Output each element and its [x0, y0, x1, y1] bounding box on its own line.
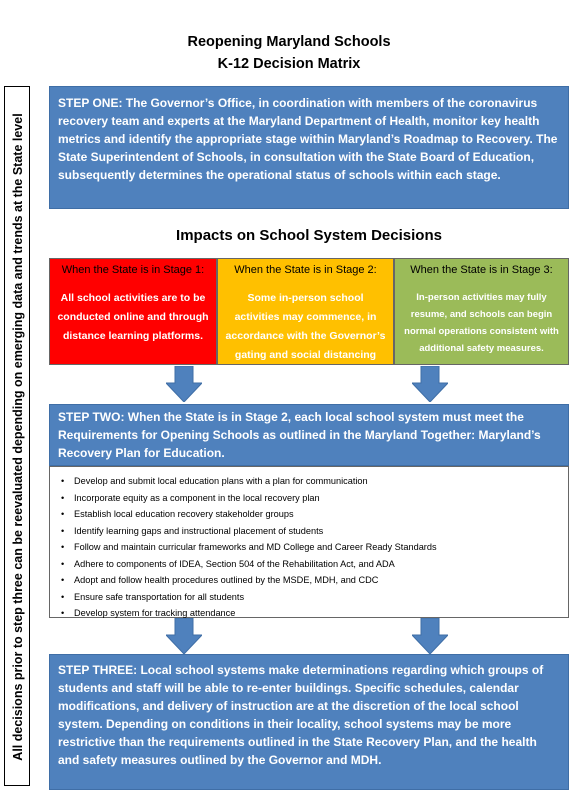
list-item: • Identify learning gaps and instructional placement of students — [50, 523, 568, 540]
stage-1-body: All school activities are to be conducted online and through distance learning platforms. — [57, 292, 209, 342]
stage-2-body: Some in-person school activities may commence, in accordance with the Governor’s gating and social distancing measures. — [225, 292, 386, 380]
list-item: • Incorporate equity as a component in the local recovery plan — [50, 490, 568, 507]
list-item: • Adopt and follow health procedures outlined by the MSDE, MDH, and CDC — [50, 572, 568, 589]
stage-1-header: When the State is in Stage 1: — [61, 264, 205, 276]
down-arrow-icon — [166, 618, 202, 654]
list-item: • Establish local education recovery stakeholder groups — [50, 506, 568, 523]
sidebar-text: All decisions prior to step three can be reevaluated depending on emerging data and trends at the State level — [11, 113, 25, 761]
stage-1-box — [49, 258, 217, 365]
step-three-box: STEP THREE: Local school systems make determinations regarding which groups of students and staff will be able to re-enter buildings. Specific schedules, calendar modifications, and delivery of instruction are at the discretion of the local school system. Depending on conditions in their locality, school systems may be more restrictive than the requirements outlined in the State Recovery Plan, and the health and safety measures outlined by the Governor and MDH. — [49, 654, 569, 790]
down-arrow-icon — [412, 618, 448, 654]
list-item: • Develop and submit local education plans with a plan for communication — [50, 473, 568, 490]
stage-3-body: In-person activities may fully resume, and schools can begin normal operations consistent with additional safety measures. — [404, 292, 559, 354]
stage-2-box — [217, 258, 394, 380]
stage-2-header: When the State is in Stage 2: — [234, 264, 377, 276]
down-arrow-icon — [412, 366, 448, 402]
stage-3-box — [394, 258, 569, 365]
impacts-heading: Impacts on School System Decisions — [176, 227, 442, 244]
stage-3-header: When the State is in Stage 3: — [410, 264, 553, 276]
step-two-box: STEP TWO: When the State is in Stage 2, each local school system must meet the Requirements for Opening Schools as outlined in the Maryland Together: Maryland’s Recovery Plan for Education. — [49, 404, 569, 466]
down-arrow-icon — [166, 366, 202, 402]
title-line-1: Reopening Maryland Schools — [187, 34, 391, 50]
step-one-box: STEP ONE: The Governor’s Office, in coordination with members of the coronavirus recovery team and experts at the Maryland Department of Health, monitor key health metrics and identify the appropriate stage within Maryland’s Roadmap to Recovery. The State Superintendent of Schools, in consultation with the State Board of Education, subsequently determines the operational status of schools within each stage. — [49, 86, 569, 209]
title-line-2: K-12 Decision Matrix — [217, 56, 361, 72]
list-item: • Adhere to components of IDEA, Section 504 of the Rehabilitation Act, and ADA — [50, 556, 568, 573]
list-item: • Develop system for tracking attendance — [50, 605, 568, 622]
list-item: • Follow and maintain curricular frameworks and MD College and Career Ready Standards — [50, 539, 568, 556]
list-item: • Ensure safe transportation for all students — [50, 589, 568, 606]
reevaluation-sidebar — [4, 86, 30, 786]
requirements-list — [49, 466, 569, 618]
